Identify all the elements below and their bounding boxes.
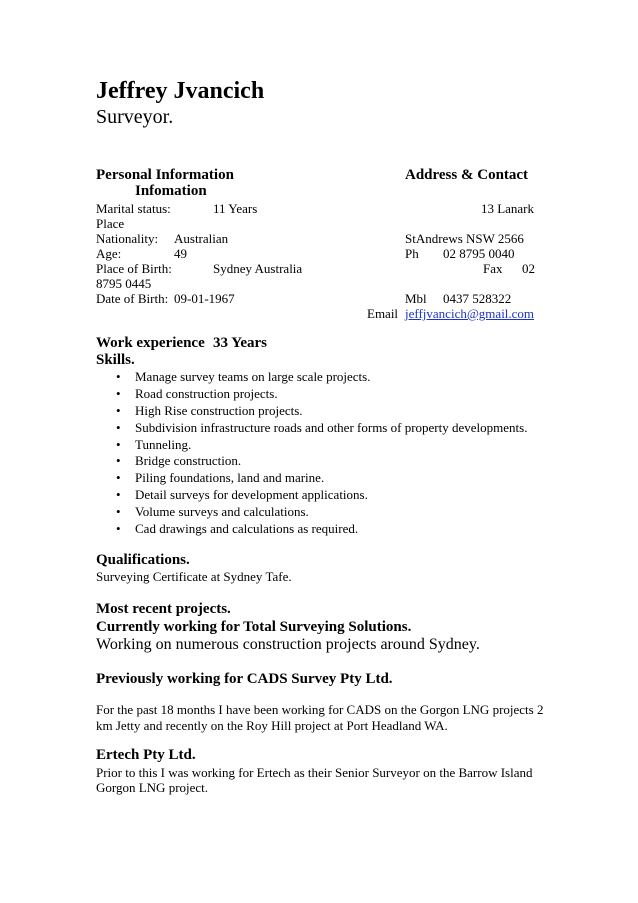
- bullet-icon: •: [116, 385, 121, 401]
- bullet-icon: •: [116, 436, 121, 452]
- address-line-1: 13 Lanark: [480, 201, 534, 216]
- list-item: [96, 521, 527, 538]
- previous-description-line-2: km Jetty and recently on the Roy Hill project at Port Headland WA.: [96, 718, 448, 733]
- bullet-icon: •: [116, 402, 121, 418]
- contact-heading: Address & Contact: [405, 167, 529, 183]
- list-item: [96, 420, 527, 437]
- dob-value: 09-01-1967: [174, 291, 235, 306]
- mobile-label: Mbl: [405, 291, 427, 306]
- bullet-icon: •: [116, 419, 121, 435]
- bullet-icon: •: [116, 487, 121, 503]
- bullet-icon: •: [116, 369, 121, 384]
- ertech-description-line-2: Gorgon LNG project.: [96, 780, 209, 795]
- skill-text: Cad drawings and calculations as required.: [135, 521, 359, 537]
- skill-text: Road construction projects.: [135, 385, 278, 401]
- previous-description-line-1: For the past 18 months I have been working for CADS on the Gorgon LNG projects 2: [96, 702, 544, 717]
- nationality-value: Australian: [174, 231, 229, 246]
- skills-heading: Skills.: [96, 352, 135, 368]
- bullet-icon: •: [116, 521, 121, 537]
- list-item: [96, 369, 527, 386]
- current-employer: Currently working for Total Surveying Solutions.: [96, 619, 412, 635]
- marital-status-wrap: Place: [96, 216, 125, 231]
- age-label: Age:: [96, 246, 122, 261]
- qualifications-heading: Qualifications.: [96, 552, 190, 568]
- bullet-icon: •: [116, 453, 121, 469]
- fax-label: Fax: [483, 261, 503, 276]
- marital-status-label: Marital status:: [96, 201, 171, 216]
- email-label: Email: [367, 306, 399, 321]
- contact-heading-continued: Infomation: [135, 183, 207, 199]
- marital-status-value: 11 Years: [213, 201, 258, 216]
- skill-text: Subdivision infrastructure roads and other forms of property developments.: [135, 419, 528, 435]
- ertech-description-line-1: Prior to this I was working for Ertech as their Senior Surveyor on the Barrow Island: [96, 765, 533, 780]
- current-description: Working on numerous construction projects around Sydney.: [96, 636, 480, 653]
- age-value: 49: [174, 246, 187, 261]
- phone-label: Ph: [405, 246, 419, 261]
- job-title: Surveyor.: [96, 106, 174, 128]
- mobile-value: 0437 528322: [443, 291, 512, 306]
- skill-text: Manage survey teams on large scale projects.: [135, 369, 371, 384]
- list-item: [96, 403, 527, 420]
- qualifications-text: Surveying Certificate at Sydney Tafe.: [96, 569, 292, 584]
- skill-text: Volume surveys and calculations.: [135, 504, 309, 520]
- list-item: [96, 453, 527, 470]
- work-experience-heading: Work experience: [96, 335, 205, 351]
- list-item: [96, 487, 527, 504]
- skill-text: High Rise construction projects.: [135, 402, 303, 418]
- birthplace-label: Place of Birth:: [96, 261, 172, 276]
- candidate-name: Jeffrey Jvancich: [96, 78, 265, 104]
- birthplace-value: Sydney Australia: [213, 261, 303, 276]
- skill-text: Tunneling.: [135, 436, 192, 452]
- personal-info-heading: Personal Information: [96, 167, 234, 183]
- skill-text: Bridge construction.: [135, 453, 242, 469]
- phone-value: 02 8795 0040: [443, 246, 515, 261]
- skill-text: Piling foundations, land and marine.: [135, 470, 325, 486]
- list-item: [96, 470, 527, 487]
- nationality-label: Nationality:: [96, 231, 159, 246]
- bullet-icon: •: [116, 470, 121, 486]
- skill-text: Detail surveys for development applications.: [135, 487, 368, 503]
- bullet-icon: •: [116, 504, 121, 520]
- fax-value: 02: [522, 261, 535, 276]
- list-item: [96, 386, 527, 403]
- dob-label: Date of Birth:: [96, 291, 169, 306]
- address-line-2: StAndrews NSW 2566: [405, 231, 524, 246]
- skills-list: [96, 369, 527, 538]
- previous-employer-heading: Previously working for CADS Survey Pty Ltd.: [96, 671, 393, 687]
- recent-projects-heading: Most recent projects.: [96, 601, 231, 617]
- email-link[interactable]: jeffjvancich@gmail.com: [405, 306, 535, 321]
- ertech-heading: Ertech Pty Ltd.: [96, 747, 196, 763]
- work-experience-years: 33 Years: [213, 335, 268, 351]
- list-item: [96, 504, 527, 521]
- list-item: [96, 437, 527, 454]
- birthplace-wrap: 8795 0445: [96, 276, 152, 291]
